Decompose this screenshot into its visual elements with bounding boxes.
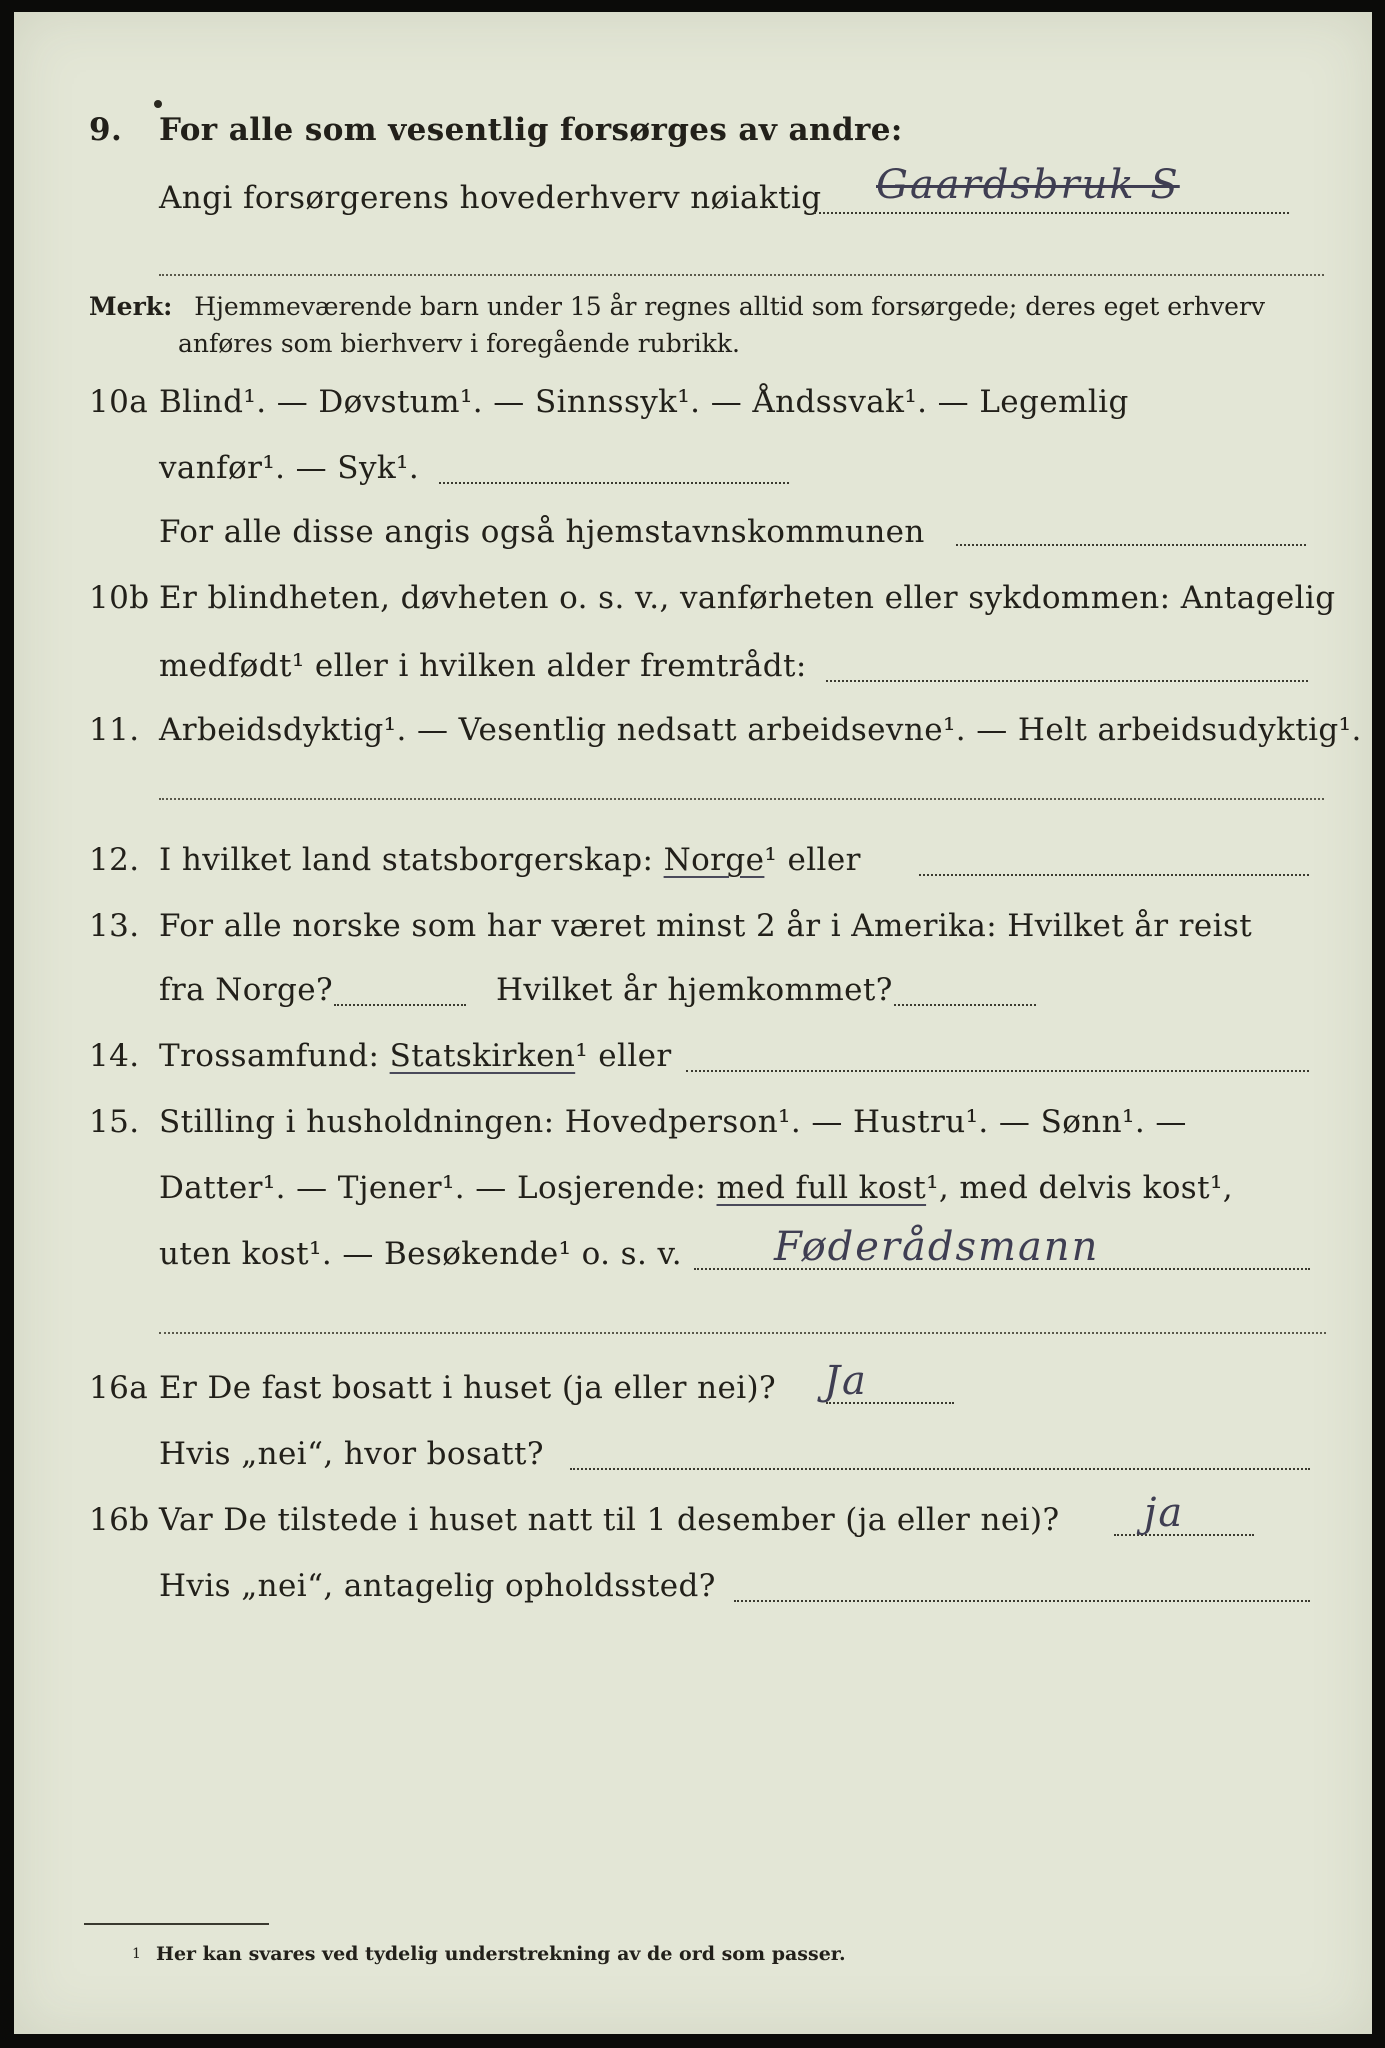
q10a-line2: vanfør¹. — Syk¹. (159, 450, 420, 486)
q16a-bosatt-line (570, 1468, 1310, 1470)
q16a-handwritten-answer: Ja (824, 1358, 868, 1404)
q10b-answer-line (826, 680, 1308, 682)
q9-number: 9. (89, 112, 123, 148)
q16b-line1: Var De tilstede i huset natt til 1 desember (ja eller nei)? (159, 1502, 1060, 1538)
merk-label: Merk: (89, 292, 173, 321)
q12-number: 12. (89, 842, 140, 878)
q9-title: For alle som vesentlig forsørges av andre: (159, 112, 903, 148)
q15-line3: uten kost¹. — Besøkende¹ o. s. v. (159, 1236, 682, 1272)
footnote-rule (84, 1923, 269, 1925)
q15-underlined-full-kost: med full kost (716, 1170, 927, 1206)
q11-line1: Arbeidsdyktig¹. — Vesentlig nedsatt arbeidsevne¹. — Helt arbeidsudyktig¹. (159, 712, 1362, 748)
q10a-line3: For alle disse angis også hjemstavnskommunen (159, 514, 925, 550)
q15-line2a: Datter¹. — Tjener¹. — Losjerende: (159, 1170, 707, 1206)
q11-number: 11. (89, 712, 140, 748)
q16b-number: 16b (89, 1502, 150, 1538)
q15-line1: Stilling i husholdningen: Hovedperson¹. — Hustru¹. — Sønn¹. — (159, 1104, 1187, 1140)
q14-text (159, 1038, 672, 1074)
footnote-mark: 1 (132, 1946, 141, 1962)
q13-line1: For alle norske som har været minst 2 år i Amerika: Hvilket år reist (159, 908, 1253, 944)
q14-underlined-statskirken: Statskirken (389, 1038, 576, 1074)
census-form-page (14, 12, 1372, 2034)
q16a-line1: Er De fast bosatt i huset (ja eller nei)? (159, 1370, 777, 1406)
q14-prompt: Trossamfund: (159, 1038, 380, 1074)
q10a-number: 10a (89, 384, 149, 420)
q10b-line2: medfødt¹ eller i hvilken alder fremtrådt: (159, 648, 807, 684)
q14-number: 14. (89, 1038, 140, 1074)
q14-answer-line (686, 1070, 1309, 1072)
q12-text (159, 842, 861, 878)
q13-line2b: Hvilket år hjemkommet? (496, 972, 893, 1008)
q16b-handwritten-answer: ja (1144, 1490, 1185, 1536)
merk-line1: Hjemmeværende barn under 15 år regnes alltid som forsørgede; deres eget erhverv (194, 292, 1266, 321)
q16a-number: 16a (89, 1370, 149, 1406)
q12-underlined-norge: Norge (663, 842, 765, 878)
q15-extra-line (159, 1332, 1326, 1334)
merk-line2: anføres som bierhverv i foregående rubrikk. (178, 329, 740, 358)
q12-post: ¹ eller (764, 842, 861, 878)
q9-handwritten-answer: Gaardsbruk S (876, 162, 1180, 208)
q9-answer-line (814, 212, 1289, 214)
q9-separator (159, 274, 1324, 276)
q13-number: 13. (89, 908, 140, 944)
ink-dot (154, 100, 162, 108)
q11-answer-line (159, 798, 1324, 800)
q15-handwritten-answer: Føderådsmann (774, 1224, 1100, 1270)
q15-line2 (159, 1170, 1233, 1206)
q16b-line2: Hvis „nei“, antagelig opholdssted? (159, 1568, 716, 1604)
q12-prompt: I hvilket land statsborgerskap: (159, 842, 654, 878)
q10b-number: 10b (89, 580, 150, 616)
q13-line2a: fra Norge? (159, 972, 334, 1008)
q15-line2b: ¹, med delvis kost¹, (926, 1170, 1234, 1206)
q16b-opholdssted-line (734, 1600, 1310, 1602)
q13-hjemkommet-line (894, 1004, 1036, 1006)
q9-prompt: Angi forsørgerens hovederhverv nøiaktig (159, 180, 822, 216)
q15-number: 15. (89, 1104, 140, 1140)
q14-post: ¹ eller (575, 1038, 672, 1074)
q10a-hjemstavn-line (956, 544, 1306, 546)
q10b-line1: Er blindheten, døvheten o. s. v., vanførheten eller sykdommen: Antagelig (159, 580, 1336, 616)
footnote-text: Her kan svares ved tydelig understrekning av de ord som passer. (156, 1943, 846, 1965)
merk-note (89, 292, 1265, 321)
q13-reist-line (334, 1004, 466, 1006)
q10a-syk-line (439, 482, 789, 484)
q12-answer-line (919, 874, 1309, 876)
q16a-line2: Hvis „nei“, hvor bosatt? (159, 1436, 544, 1472)
q10a-line1: Blind¹. — Døvstum¹. — Sinnssyk¹. — Åndssvak¹. — Legemlig (159, 384, 1129, 420)
